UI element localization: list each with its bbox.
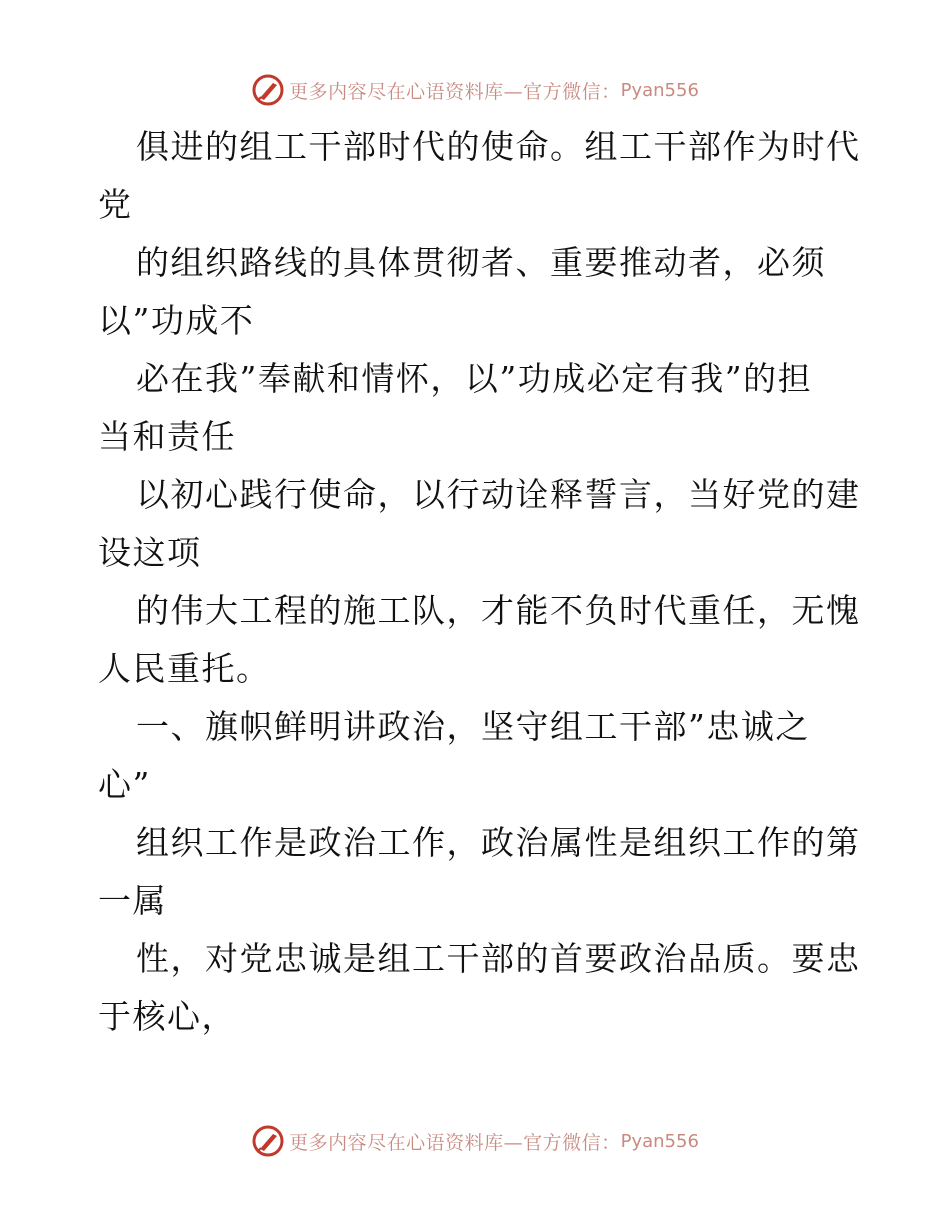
quill-logo-icon xyxy=(251,73,285,107)
text-line: 设这项 xyxy=(98,533,202,572)
header-watermark xyxy=(0,70,950,110)
text-line: 性，对党忠诚是组工干部的首要政治品质。要忠 xyxy=(136,939,861,978)
text-line: 俱进的组工干部时代的使命。组工干部作为时代 xyxy=(136,127,861,166)
quill-logo-icon xyxy=(251,1124,285,1158)
text-line: 人民重托。 xyxy=(98,649,271,688)
footer-watermark xyxy=(0,1121,950,1161)
document-body xyxy=(98,118,861,1046)
watermark-wechat-id: Pyan556 xyxy=(620,79,699,101)
text-line: 组织工作是政治工作，政治属性是组织工作的第 xyxy=(136,823,861,862)
watermark-text: 更多内容尽在心语资料库—官方微信： xyxy=(289,1131,621,1154)
text-line: 于核心， xyxy=(98,997,236,1036)
section-heading-continued: 心” xyxy=(98,765,151,804)
text-line: 必在我”奉献和情怀，以”功成必定有我”的担 xyxy=(136,359,813,398)
watermark-wechat-id: Pyan556 xyxy=(620,1130,699,1152)
text-line: 以初心践行使命，以行动诠释誓言，当好党的建 xyxy=(136,475,861,514)
text-line: 以”功成不 xyxy=(98,301,255,340)
text-line: 一属 xyxy=(98,881,167,920)
text-line: 党 xyxy=(98,185,133,224)
watermark-text: 更多内容尽在心语资料库—官方微信： xyxy=(289,80,621,103)
text-line: 当和责任 xyxy=(98,417,236,456)
text-line: 的伟大工程的施工队，才能不负时代重任，无愧 xyxy=(136,591,861,630)
text-line: 的组织路线的具体贯彻者、重要推动者，必须 xyxy=(136,243,826,282)
section-heading: 一、旗帜鲜明讲政治，坚守组工干部”忠诚之 xyxy=(136,707,810,746)
